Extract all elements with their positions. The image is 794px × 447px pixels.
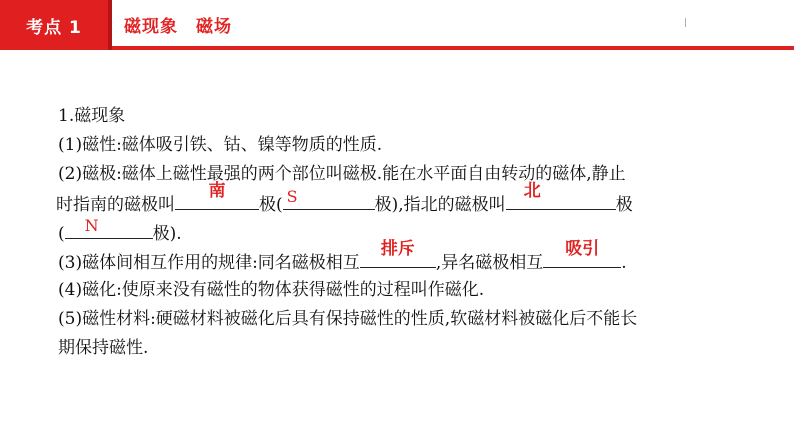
text-segment: (: [58, 224, 65, 244]
magnetism-text: (1)磁性:磁体吸引铁、钴、镍等物质的性质.: [58, 135, 383, 155]
answer-s: S: [286, 187, 298, 206]
answer-blank-repel: [360, 239, 436, 268]
answer-blank-south: [175, 181, 259, 210]
line-interaction: [58, 239, 748, 276]
magnetization-text: (4)磁化:使原来没有磁性的物体获得磁性的过程叫作磁化.: [58, 280, 485, 300]
section-title: 磁现象 磁场: [124, 17, 232, 37]
answer-south: 南: [208, 181, 226, 201]
answer-attract: 吸引: [565, 239, 600, 259]
tag-shadow: [108, 0, 112, 50]
line-magnetism: [58, 131, 748, 160]
text-segment: 时指南的磁极叫: [56, 195, 175, 215]
line-materials: [58, 305, 748, 334]
header-bar: [0, 0, 794, 50]
answer-blank-attract: [543, 239, 621, 268]
line-heading: [58, 102, 748, 131]
answer-blank-n: [65, 218, 153, 239]
text-segment: 极).: [152, 224, 182, 244]
answer-north: 北: [523, 181, 541, 201]
text-segment: ,异名磁极相互: [435, 253, 544, 273]
answer-n: N: [84, 216, 99, 235]
topic-tag: 考点 1: [0, 0, 108, 50]
text-segment: 极(: [259, 195, 283, 215]
answer-blank-north: [506, 181, 616, 210]
line-poles: [58, 160, 748, 189]
line-materials-cont: [58, 334, 748, 363]
materials-text: (5)磁性材料:硬磁材料被磁化后具有保持磁性的性质,软磁材料被磁化后不能长: [58, 309, 638, 329]
line-poles-blanks: [56, 181, 748, 218]
text-segment: 极),指北的磁极叫: [374, 195, 506, 215]
text-segment: .: [621, 253, 627, 273]
content-body: [58, 102, 748, 363]
answer-repel: 排斥: [380, 239, 415, 259]
line-magnetization: [58, 276, 748, 305]
answer-blank-s: [283, 189, 375, 210]
text-segment: 极: [615, 195, 633, 215]
poles-text: (2)磁极:磁体上磁性最强的两个部位叫磁极.能在水平面自由转动的磁体,静止: [58, 164, 626, 184]
materials-cont-text: 期保持磁性.: [58, 338, 149, 358]
header-tick-mark: [685, 18, 686, 27]
heading-text: 1.磁现象: [58, 106, 126, 126]
text-segment: (3)磁体间相互作用的规律:同名磁极相互: [58, 253, 360, 273]
